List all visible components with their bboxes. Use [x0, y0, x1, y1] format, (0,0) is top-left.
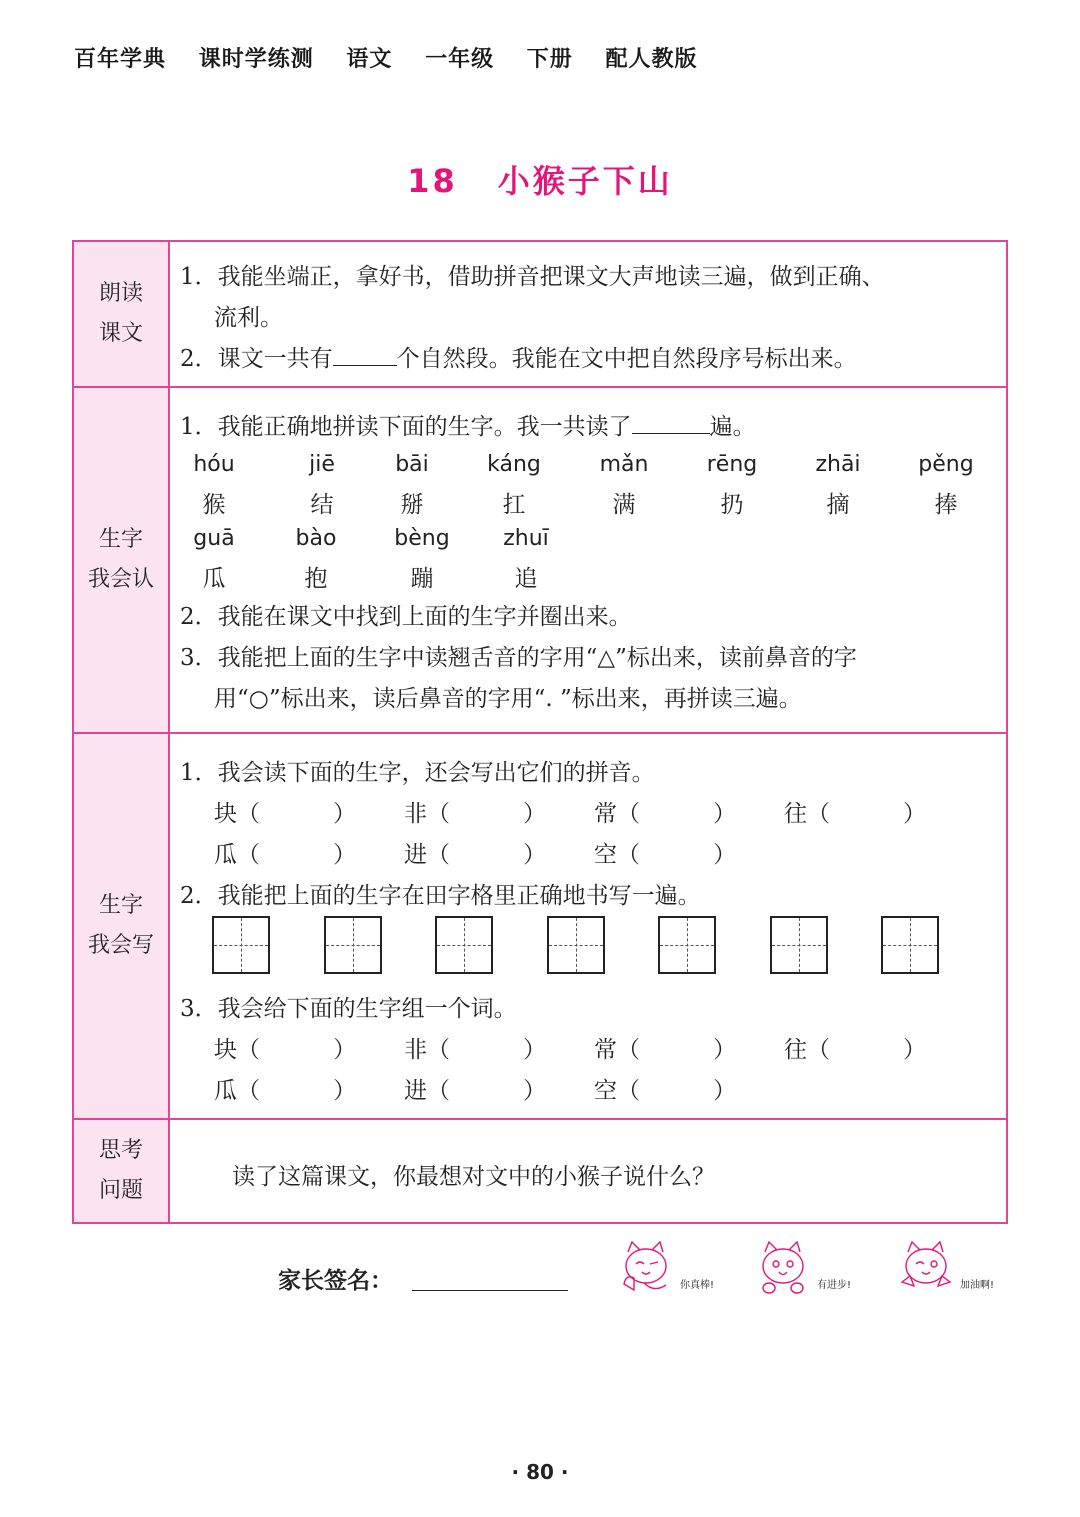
page-number: · 80 · — [511, 1460, 569, 1484]
parent-signature-label: 家长签名： — [278, 1268, 393, 1294]
pinyin-answer-slot[interactable]: 块（ ） — [214, 801, 357, 827]
pinyin: mǎn — [599, 452, 649, 477]
label-line: 问题 — [98, 1178, 143, 1203]
recognize-item-3-cont: 用“○”标出来，读后鼻音的字用“. ”标出来，再拼读三遍。 — [214, 686, 802, 712]
pinyin: zhāi — [815, 452, 861, 477]
tianzige-box[interactable] — [324, 916, 382, 974]
hanzi: 猴 — [202, 492, 226, 518]
item-text: 个自然段。我能在文中把自然段序号标出来。 — [396, 346, 857, 372]
item-text: 1．我能正确地拼读下面的生字。我一共读了 — [180, 414, 632, 440]
hanzi: 抱 — [304, 566, 328, 592]
hanzi: 结 — [310, 492, 334, 518]
book-header — [74, 42, 721, 73]
header-item: 语文 — [346, 47, 393, 72]
label-line: 课文 — [98, 321, 143, 346]
section-reading — [74, 242, 1006, 388]
sticker-caption: 加油啊! — [960, 1280, 995, 1291]
section-content — [170, 242, 1006, 386]
header-item: 配人教版 — [605, 47, 698, 72]
header-item: 百年学典 — [74, 47, 167, 72]
write-item-3: 3．我会给下面的生字组一个词。 — [180, 996, 517, 1022]
hanzi: 摘 — [826, 492, 850, 518]
section-content — [170, 1120, 1006, 1222]
hanzi: 空 — [594, 842, 617, 868]
pinyin-answer-slot[interactable]: 空（ ） — [594, 842, 737, 868]
parent-signature-field[interactable] — [412, 1290, 568, 1291]
reading-item-1-cont: 流利。 — [214, 305, 283, 331]
word-answer-slot[interactable]: 空（ ） — [594, 1078, 737, 1104]
sticker-caption: 你真棒! — [680, 1280, 715, 1291]
pinyin: guā — [193, 526, 235, 551]
hanzi: 块 — [214, 1037, 237, 1063]
pinyin: káng — [487, 452, 541, 477]
hanzi: 追 — [514, 566, 538, 592]
section-label — [74, 1120, 170, 1222]
tianzige-box[interactable] — [212, 916, 270, 974]
section-think — [74, 1120, 1006, 1222]
section-recognize — [74, 388, 1006, 734]
word-answer-slot[interactable]: 块（ ） — [214, 1037, 357, 1063]
tianzige-box[interactable] — [881, 916, 939, 974]
pinyin: pěng — [918, 452, 974, 477]
section-content — [170, 734, 1006, 1118]
fill-blank[interactable] — [632, 413, 710, 434]
header-item: 课时学练测 — [198, 47, 314, 72]
label-line: 我会写 — [87, 933, 154, 958]
tianzige-box[interactable] — [770, 916, 828, 974]
hanzi: 非 — [404, 1037, 427, 1063]
cat-sticker-icon — [755, 1238, 865, 1298]
lesson-number: 18 — [407, 162, 458, 200]
label-line: 我会认 — [87, 567, 154, 592]
word-answer-slot[interactable]: 进（ ） — [404, 1078, 547, 1104]
word-answer-slot[interactable]: 常（ ） — [594, 1037, 737, 1063]
item-text: 2．课文一共有 — [180, 346, 333, 372]
recognize-item-1 — [180, 408, 756, 441]
pinyin: bāi — [395, 452, 429, 477]
word-answer-slot[interactable]: 往（ ） — [784, 1037, 927, 1063]
cat-sticker-icon — [618, 1238, 728, 1298]
pinyin: jiē — [309, 452, 335, 477]
pinyin-answer-slot[interactable]: 常（ ） — [594, 801, 737, 827]
hanzi: 捧 — [934, 492, 958, 518]
pinyin: bèng — [394, 526, 450, 551]
write-item-2: 2．我能把上面的生字在田字格里正确地书写一遍。 — [180, 883, 701, 909]
recognize-item-3: 3．我能把上面的生字中读翘舌音的字用“△”标出来，读前鼻音的字 — [180, 645, 857, 671]
pinyin: hóu — [193, 452, 235, 477]
header-item: 一年级 — [425, 47, 495, 72]
hanzi: 空 — [594, 1078, 617, 1104]
pinyin-answer-slot[interactable]: 进（ ） — [404, 842, 547, 868]
sticker-caption: 有进步! — [817, 1280, 852, 1291]
hanzi: 往 — [784, 1037, 807, 1063]
lesson-name: 小猴子下山 — [497, 162, 673, 200]
hanzi: 往 — [784, 801, 807, 827]
label-line: 思考 — [98, 1138, 143, 1163]
hanzi: 瓜 — [214, 1078, 237, 1104]
write-item-1: 1．我会读下面的生字，还会写出它们的拼音。 — [180, 760, 655, 786]
header-item: 下册 — [526, 47, 573, 72]
reading-item-1: 1．我能坐端正，拿好书，借助拼音把课文大声地读三遍，做到正确、 — [180, 264, 885, 290]
section-write — [74, 734, 1006, 1120]
pinyin-answer-slot[interactable]: 非（ ） — [404, 801, 547, 827]
pinyin: zhuī — [503, 526, 549, 551]
lesson-title — [0, 156, 1080, 202]
hanzi: 扛 — [502, 492, 526, 518]
reading-item-2 — [180, 340, 857, 373]
hanzi: 常 — [594, 801, 617, 827]
section-content — [170, 388, 1006, 732]
hanzi: 瓜 — [202, 566, 226, 592]
section-label — [74, 734, 170, 1118]
pinyin: bào — [295, 526, 337, 551]
hanzi: 满 — [612, 492, 636, 518]
fill-blank[interactable] — [333, 345, 397, 366]
pinyin-answer-slot[interactable]: 往（ ） — [784, 801, 927, 827]
tianzige-box[interactable] — [547, 916, 605, 974]
cat-sticker-icon — [898, 1238, 1008, 1298]
hanzi: 非 — [404, 801, 427, 827]
hanzi: 瓜 — [214, 842, 237, 868]
word-answer-slot[interactable]: 瓜（ ） — [214, 1078, 357, 1104]
item-text: 遍。 — [709, 414, 756, 440]
pinyin-answer-slot[interactable]: 瓜（ ） — [214, 842, 357, 868]
label-line: 生字 — [98, 527, 143, 552]
tianzige-box[interactable] — [658, 916, 716, 974]
label-line: 生字 — [98, 893, 143, 918]
section-label — [74, 388, 170, 732]
hanzi: 掰 — [400, 492, 424, 518]
section-label — [74, 242, 170, 386]
hanzi: 块 — [214, 801, 237, 827]
hanzi: 进 — [404, 842, 427, 868]
word-answer-slot[interactable]: 非（ ） — [404, 1037, 547, 1063]
hanzi: 扔 — [720, 492, 744, 518]
label-line: 朗读 — [98, 281, 143, 306]
hanzi: 进 — [404, 1078, 427, 1104]
hanzi: 蹦 — [410, 566, 434, 592]
pinyin: rēng — [706, 452, 758, 477]
worksheet-table — [72, 240, 1008, 1224]
hanzi: 常 — [594, 1037, 617, 1063]
tianzige-box[interactable] — [435, 916, 493, 974]
think-question: 读了这篇课文，你最想对文中的小猴子说什么？ — [232, 1164, 715, 1190]
grid-row — [212, 916, 952, 976]
recognize-item-2: 2．我能在课文中找到上面的生字并圈出来。 — [180, 604, 632, 630]
